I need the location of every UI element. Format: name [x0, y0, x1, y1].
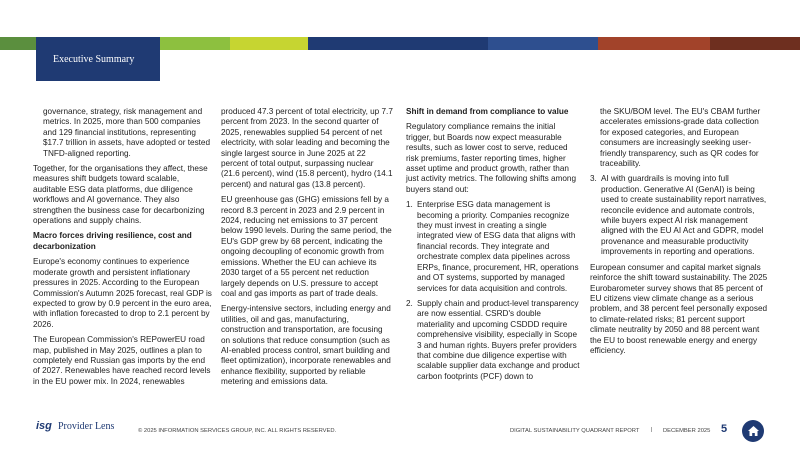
- report-date: DECEMBER 2025: [663, 428, 711, 434]
- list-item: [406, 299, 580, 382]
- paragraph: governance, strategy, risk management and metrics. In 2025, more than 500 companies and 129 financial institutions, representing $17.7 trillion in assets, have adopted or tested TNFD-aligned reporting.: [43, 107, 211, 158]
- section-heading: Shift in demand from compliance to value: [406, 107, 569, 116]
- text-column-3: [406, 107, 580, 387]
- copyright-text: © 2025 INFORMATION SERVICES GROUP, INC. ALL RIGHTS RESERVED.: [138, 428, 337, 434]
- paragraph: EU greenhouse gas (GHG) emissions fell by a record 8.3 percent in 2023 and 2.9 percent in 2024, reducing net emissions to 37 percent below 1990 levels. During the same period, the EU's GDP grew by 68 percent, indicating the ongoing decoupling of economic growth from emissions. Whether the EU can achieve its 2030 target of a 55 percent net reduction largely depends on U.S. pressure to accept coal and gas imports as part of trade deals.: [221, 195, 392, 298]
- list-number: 1.: [406, 200, 413, 210]
- home-button[interactable]: [742, 420, 764, 442]
- section-title-box: [36, 37, 160, 81]
- paragraph: European consumer and capital market signals reinforce the shift toward sustainability. The 2025 Eurobarometer survey shows that 85 percent of EU citizens view climate change as a serious problem, and 38 percent feel personally exposed to climate-related risks; 81 percent support climate neutrality by 2050 and 88 percent want the EU to boost renewable energy and energy efficiency.: [590, 262, 768, 355]
- section-heading: Macro forces driving resilience, cost and decarbonization: [33, 231, 192, 251]
- list-text: AI with guardrails is moving into full production. Generative AI (GenAI) is being used to create sustainability report narratives, reconcile evidence and automate controls, while buyers expect AI risk management aligned with the EU AI Act and GDPR, model provenance and measurable productivity improvements in reporting and operations.: [601, 174, 767, 257]
- home-icon: [747, 425, 760, 437]
- provider-lens-logo: Provider Lens: [58, 421, 115, 432]
- isg-logo: isg: [36, 420, 52, 432]
- text-column-4: [590, 107, 768, 361]
- list-number: 2.: [406, 298, 413, 308]
- footer-separator: |: [651, 427, 653, 433]
- paragraph: Together, for the organisations they affect, these measures shift budgets toward scalable, auditable ESG data platforms, due diligence workflows and AI governance. They also strengthen the business case for decarbonizing operations and supply chains.: [33, 164, 208, 226]
- paragraph: The European Commission's REPowerEU road map, published in May 2025, outlines a plan to completely end Russian gas imports by the end of 2027. Renewables have reached record levels in the EU power mix. In 2024, renewables: [33, 335, 211, 386]
- text-column-1: [33, 107, 213, 392]
- list-item: [590, 174, 768, 257]
- page-number: 5: [721, 423, 728, 435]
- section-title: Executive Summary: [53, 54, 135, 65]
- color-segment: [598, 37, 710, 50]
- paragraph: Energy-intensive sectors, including energy and utilities, oil and gas, manufacturing, construction and transportation, are focusing on solutions that reduce consumption (such as AI-enabled process control, smart building and fleet optimization), incorporate renewables and enhance flexibility, supported by reliable metering and emissions data.: [221, 304, 391, 387]
- color-segment: [710, 37, 800, 50]
- color-segment: [230, 37, 308, 50]
- list-text: Supply chain and product-level transparency are now essential. CSRD's double materiality and upcoming CSDDD require comprehensive visibility, especially in Scope 3 and human rights. Buyers prefer providers that combine due diligence expertise with scalable supplier data exchange and product carbon footprints (PCF) down to: [417, 298, 580, 381]
- list-text: Enterprise ESG data management is becoming a priority. Companies recognize they must invest in creating a single integrated view of ESG data that aligns with financial records. They integrate and orchestrate complex data pipelines across ERPs, finance, procurement, HR, operations and OT systems, supported by managed services for data acquisition and controls.: [417, 200, 579, 293]
- color-segment: [488, 37, 598, 50]
- paragraph: Regulatory compliance remains the initial trigger, but Boards now expect measurable results, such as lower cost to serve, reduced risk premiums, faster reporting times, higher asset uptime and product growth, rather than just activity metrics. The following shifts among buyers stand out:: [406, 122, 577, 194]
- list-number: 3.: [590, 174, 597, 184]
- paragraph: Europe's economy continues to experience moderate growth and persistent inflationary pressures in 2025. According to the European Commission's Autumn 2025 forecast, real GDP is expected to grow by 0.9 percent in the euro area, with inflation forecasted to drop to 2.1 percent by 2026.: [33, 257, 212, 329]
- paragraph: produced 47.3 percent of total electricity, up 7.7 percent from 2023. In the second quarter of 2025, renewables supplied 54 percent of net electricity, with solar leading and becoming the single largest source in June 2025 at 22 percent of total output, surpassing nuclear (21.6 percent), wind (15.8 percent), hydro (14.1 percent) and natural gas (13.8 percent).: [221, 107, 393, 189]
- report-title: DIGITAL SUSTAINABILITY QUADRANT REPORT: [510, 428, 640, 434]
- text-column-2: [221, 107, 393, 393]
- footer: [0, 420, 800, 444]
- color-segment: [308, 37, 488, 50]
- list-item: [406, 200, 580, 294]
- paragraph: the SKU/BOM level. The EU's CBAM further accelerates emissions-grade data collection for exposed categories, and European consumers are increasingly seeking user-friendly transparency, such as QR codes for traceability.: [600, 107, 761, 169]
